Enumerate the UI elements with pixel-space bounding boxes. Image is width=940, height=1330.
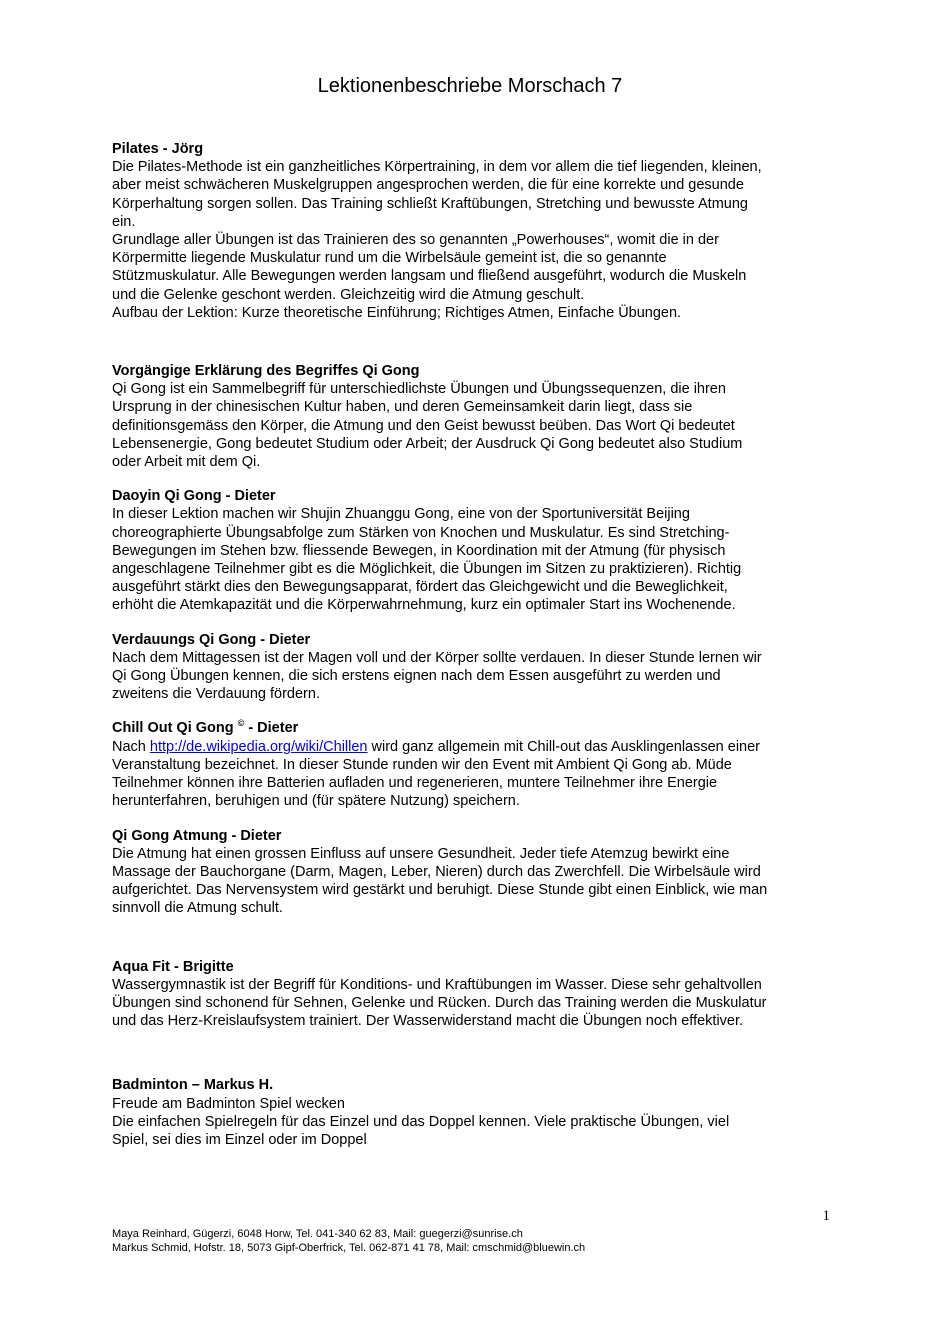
text-line — [112, 738, 832, 756]
section-heading: Badminton – Markus H. — [112, 1077, 274, 1094]
section-pilates — [112, 140, 832, 322]
text-line: Bewegungen im Stehen bzw. fliessende Bewegen, in Koordination mit der Atmung (für physisch — [112, 542, 726, 559]
text-line: Die Pilates-Methode ist ein ganzheitliches Körpertraining, in dem vor allem die tief liegenden, kleinen, — [112, 159, 762, 176]
footer-contact-line: Markus Schmid, Hofstr. 18, 5073 Gipf-Oberfrick, Tel. 062-871 41 78, Mail: cmschmid@bluewin.ch — [112, 1242, 586, 1254]
text-line: Spiel, sei dies im Einzel oder im Doppel — [112, 1131, 367, 1148]
section-heading: Pilates - Jörg — [112, 141, 204, 157]
text-line: Die einfachen Spielregeln für das Einzel und das Doppel kennen. Viele praktische Übungen, viel — [112, 1113, 730, 1130]
text-line: Körpermitte liegende Muskulatur rund um die Wirbelsäule gemeint ist, die so genannte — [112, 250, 667, 267]
text-line: aber meist schwächeren Muskelgruppen angesprochen werden, die für eine korrekte und gesunde — [112, 177, 744, 194]
text-line: oder Arbeit mit dem Qi. — [112, 454, 261, 471]
page-title: Lektionenbeschriebe Morschach 7 — [317, 75, 623, 97]
text-line: Nach dem Mittagessen ist der Magen voll und der Körper sollte verdauen. In dieser Stunde lernen wir — [112, 649, 762, 666]
text-line: Freude am Badminton Spiel wecken — [112, 1095, 345, 1112]
text-line: Teilnehmer können ihre Batterien aufladen und regenerieren, muntere Teilnehmer ihre Energie — [112, 775, 718, 792]
section-heading: Daoyin Qi Gong - Dieter — [112, 488, 276, 505]
section-qi-gong-definition — [112, 362, 832, 471]
line-text: Nach — [112, 738, 150, 755]
page-footer — [112, 1227, 585, 1255]
text-line: Veranstaltung bezeichnet. In dieser Stunde runden wir den Event mit Ambient Qi Gong ab. Müde — [112, 756, 732, 773]
text-line: In dieser Lektion machen wir Shujin Zhuanggu Gong, eine von der Sportuniversität Beijing — [112, 506, 690, 523]
text-line: zweitens die Verdauung fördern. — [112, 686, 320, 703]
copyright-mark: © — [237, 718, 245, 729]
text-line: sinnvoll die Atmung schult. — [112, 900, 283, 917]
section-heading: Qi Gong Atmung - Dieter — [112, 827, 282, 844]
text-line: Grundlage aller Übungen ist das Trainieren des so genannten „Powerhouses“, womit die in der — [112, 232, 719, 249]
line-text: wird ganz allgemein mit Chill-out das Ausklingenlassen einer — [367, 738, 761, 755]
text-line: choreographierte Übungsabfolge zum Stärken von Knochen und Muskulatur. Es sind Stretching- — [112, 524, 730, 541]
text-line: und das Herz-Kreislaufsystem trainiert. Der Wasserwiderstand macht die Übungen noch effektiver. — [112, 1013, 744, 1030]
text-line: Massage der Bauchorgane (Darm, Magen, Leber, Nieren) durch das Zwerchfell. Die Wirbelsäule wird — [112, 863, 761, 880]
text-line: Qi Gong Übungen kennen, die sich erstens eignen nach dem Essen ausgeführt zu werden und — [112, 668, 721, 685]
section-heading: Vorgängige Erklärung des Begriffes Qi Gong — [112, 363, 420, 380]
section-verdauungs-qi-gong — [112, 631, 832, 704]
text-line: ausgeführt stärkt dies den Bewegungsapparat, fördert das Gleichgewicht und die Beweglichkeit, — [112, 579, 728, 596]
text-line: definitionsgemäss den Körper, die Atmung und den Geist bewusst beüben. Das Wort Qi bedeutet — [112, 417, 735, 434]
text-line: Ursprung in der chinesischen Kultur haben, und deren Gemeinsamkeit darin liegt, dass sie — [112, 399, 693, 416]
text-line: Körperhaltung sorgen sollen. Das Training schließt Kraftübungen, Stretching und bewusste Atmung — [112, 195, 748, 212]
text-line: Aufbau der Lektion: Kurze theoretische Einführung; Richtiges Atmen, Einfache Übungen. — [112, 304, 682, 321]
section-daoyin-qi-gong — [112, 487, 832, 614]
text-line: und die Gelenke geschont werden. Gleichzeitig wird die Atmung geschult. — [112, 286, 585, 303]
heading-text: Chill Out Qi Gong — [112, 720, 238, 737]
section-heading: Aqua Fit - Brigitte — [112, 958, 234, 975]
section-badminton — [112, 1076, 832, 1149]
text-line: Stützmuskulatur. Alle Bewegungen werden langsam und fließend ausgeführt, wodurch die Muskeln — [112, 268, 747, 285]
heading-text: - Dieter — [244, 720, 299, 737]
text-line: Qi Gong ist ein Sammelbegriff für unterschiedlichste Übungen und Übungssequenzen, die ihren — [112, 381, 726, 398]
text-line: Übungen sind schonend für Sehnen, Gelenke und Rücken. Durch das Training werden die Muskulatur — [112, 994, 767, 1011]
footer-contact-line: Maya Reinhard, Gügerzi, 6048 Horw, Tel. 041-340 62 83, Mail: guegerzi@sunrise.ch — [112, 1228, 523, 1240]
section-aqua-fit — [112, 958, 832, 1031]
text-line: erhöht die Atemkapazität und die Körperwahrnehmung, kurz ein optimaler Start ins Wochenende. — [112, 597, 736, 614]
text-line: aufgerichtet. Das Nervensystem wird gestärkt und beruhigt. Diese Stunde gibt einen Einblick, wie man — [112, 882, 768, 899]
text-line: herunterfahren, beruhigen und (für spätere Nutzung) speichern. — [112, 793, 520, 810]
text-line: ein. — [112, 213, 136, 230]
page-number: 1 — [822, 1208, 830, 1224]
section-qi-gong-atmung — [112, 827, 832, 918]
section-heading — [112, 719, 832, 737]
document-body — [112, 140, 832, 1149]
text-line: Die Atmung hat einen grossen Einfluss auf unsere Gesundheit. Jeder tiefe Atemzug bewirkt eine — [112, 845, 730, 862]
section-chill-out-qi-gong — [112, 719, 832, 810]
text-line: angeschlagene Teilnehmer gibt es die Möglichkeit, die Übungen im Sitzen zu praktizieren). Richtig — [112, 561, 742, 578]
section-heading: Verdauungs Qi Gong - Dieter — [112, 631, 311, 648]
text-line: Wassergymnastik ist der Begriff für Konditions- und Kraftübungen im Wasser. Diese sehr gehaltvollen — [112, 976, 762, 993]
wikipedia-chillen-link[interactable]: http://de.wikipedia.org/wiki/Chillen — [149, 738, 368, 755]
text-line: Lebensenergie, Gong bedeutet Studium oder Arbeit; der Ausdruck Qi Gong bedeutet also Studium — [112, 435, 743, 452]
